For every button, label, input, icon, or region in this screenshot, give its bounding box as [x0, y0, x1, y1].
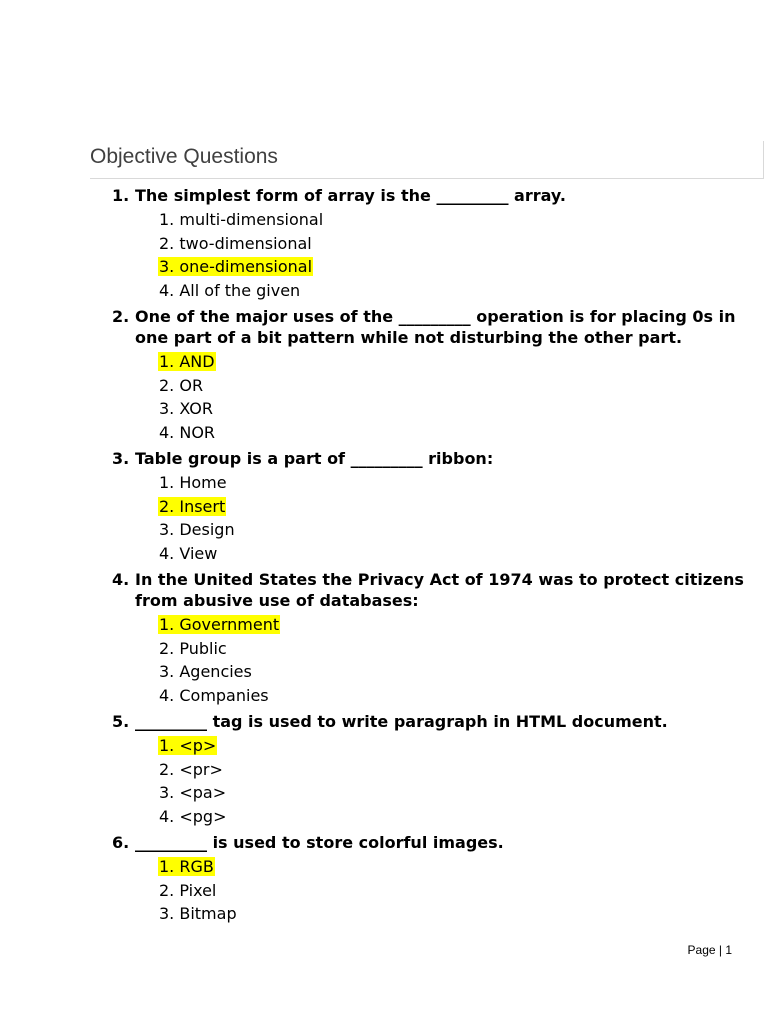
option-label: 2. Pixel — [159, 880, 217, 900]
answer-option — [158, 374, 752, 398]
answer-option — [158, 902, 752, 926]
option-label: 3. Design — [159, 520, 235, 539]
highlighted-answer-option — [158, 613, 752, 637]
option-list — [158, 855, 752, 926]
question-text: Table group is a part of _________ ribbon: — [135, 449, 494, 468]
question-text: _________ is used to store colorful images. — [135, 833, 504, 852]
answer-option — [158, 208, 752, 232]
option-label: 4. View — [159, 543, 218, 563]
option-list — [158, 350, 752, 444]
question-list — [112, 185, 752, 930]
option-list — [158, 613, 752, 707]
question-number: 1. — [112, 186, 130, 205]
answer-option — [158, 232, 752, 256]
question-number: 5. — [112, 712, 130, 731]
question-number: 2. — [112, 307, 130, 326]
option-label: 3. Agencies — [159, 662, 252, 681]
question-number: 3. — [112, 449, 130, 468]
option-list — [158, 734, 752, 828]
question-stem — [112, 448, 752, 469]
question-2 — [112, 306, 752, 444]
question-stem — [112, 711, 752, 732]
option-label: 4. NOR — [159, 422, 216, 442]
question-6 — [112, 832, 752, 926]
question-number: 6. — [112, 833, 130, 852]
page-number-footer: Page | 1 — [687, 943, 732, 957]
question-4 — [112, 569, 752, 707]
option-label: 2. <pr> — [159, 759, 223, 779]
highlighted-answer-option — [158, 855, 752, 879]
answer-option — [158, 781, 752, 805]
section-heading-box — [90, 141, 764, 179]
option-label: 1. AND — [159, 352, 215, 371]
answer-option — [158, 758, 752, 782]
answer-option — [158, 805, 752, 829]
question-text: The simplest form of array is the _________ array. — [135, 186, 566, 205]
option-label: 3. Bitmap — [159, 904, 237, 923]
option-label: 4. <pg> — [159, 806, 227, 826]
option-label: 1. Government — [159, 615, 280, 634]
highlighted-answer-option — [158, 255, 752, 279]
option-label: 2. Public — [159, 638, 227, 658]
question-stem — [112, 185, 752, 206]
question-stem — [112, 832, 752, 853]
answer-option — [158, 684, 752, 708]
option-label: 4. All of the given — [159, 280, 301, 300]
question-number: 4. — [112, 570, 130, 589]
answer-option — [158, 279, 752, 303]
option-list — [158, 208, 752, 302]
option-label: 2. OR — [159, 375, 204, 395]
highlighted-answer-option — [158, 734, 752, 758]
option-label: 3. XOR — [159, 399, 213, 418]
option-label: 1. <p> — [159, 736, 217, 755]
option-list — [158, 471, 752, 565]
question-text: One of the major uses of the _________ operation is for placing 0s in one part of a bit pattern while not disturbing the other part. — [135, 307, 736, 347]
option-label: 2. two-dimensional — [159, 233, 312, 253]
option-label: 1. multi-dimensional — [159, 210, 324, 229]
question-5 — [112, 711, 752, 828]
option-label: 4. Companies — [159, 685, 269, 705]
option-label: 1. Home — [159, 473, 227, 492]
option-label: 3. <pa> — [159, 783, 227, 802]
answer-option — [158, 637, 752, 661]
question-stem — [112, 569, 752, 611]
answer-option — [158, 397, 752, 421]
answer-option — [158, 518, 752, 542]
answer-option — [158, 421, 752, 445]
option-label: 1. RGB — [159, 857, 214, 876]
question-1 — [112, 185, 752, 302]
question-3 — [112, 448, 752, 565]
question-text: _________ tag is used to write paragraph in HTML document. — [135, 712, 668, 731]
section-heading: Objective Questions — [90, 145, 278, 168]
answer-option — [158, 471, 752, 495]
question-stem — [112, 306, 752, 348]
question-text: In the United States the Privacy Act of 1974 was to protect citizens from abusive use of databases: — [135, 570, 744, 610]
answer-option — [158, 879, 752, 903]
answer-option — [158, 542, 752, 566]
highlighted-answer-option — [158, 495, 752, 519]
highlighted-answer-option — [158, 350, 752, 374]
option-label: 2. Insert — [159, 496, 226, 516]
answer-option — [158, 660, 752, 684]
option-label: 3. one-dimensional — [159, 257, 313, 276]
